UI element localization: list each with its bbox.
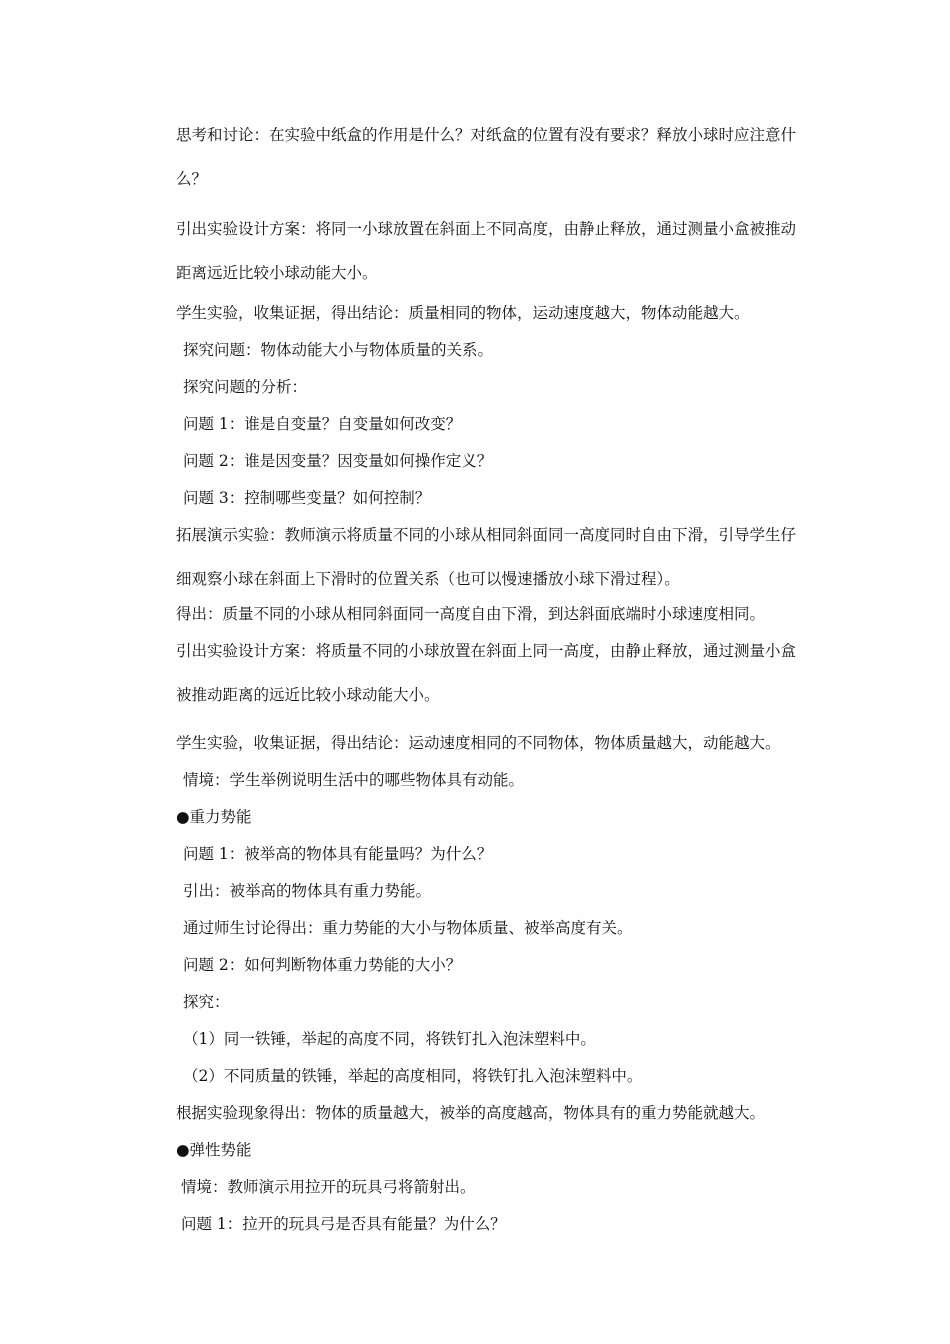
heading-gravitational-potential: ●重力势能 bbox=[176, 808, 252, 826]
paragraph-q1: 问题 1：谁是自变量？自变量如何改变？ bbox=[183, 415, 462, 433]
paragraph-design-2: 引出实验设计方案：将质量不同的小球放置在斜面上同一高度，由静止释放，通过测量小盒被推动距离的远近比较小球动能大小。 bbox=[176, 642, 797, 704]
paragraph-gp-conclusion: 根据实验现象得出：物体的质量越大，被举的高度越高，物体具有的重力势能就越大。 bbox=[176, 1104, 766, 1122]
paragraph-analysis: 探究问题的分析： bbox=[183, 378, 308, 396]
heading-elastic-potential: ●弹性势能 bbox=[176, 1141, 252, 1159]
paragraph-gp-discussion: 通过师生讨论得出：重力势能的大小与物体质量、被举高度有关。 bbox=[183, 919, 633, 937]
paragraph-explore: 探究： bbox=[183, 993, 230, 1011]
paragraph-ep-situation: 情境：教师演示用拉开的玩具弓将箭射出。 bbox=[181, 1178, 476, 1196]
paragraph-q2: 问题 2：谁是因变量？因变量如何操作定义？ bbox=[183, 452, 493, 470]
paragraph-gp-q1: 问题 1：被举高的物体具有能量吗？为什么？ bbox=[183, 845, 493, 863]
paragraph-conclusion-2: 学生实验，收集证据，得出结论：运动速度相同的不同物体，物体质量越大，动能越大。 bbox=[176, 734, 781, 752]
paragraph-q3: 问题 3：控制哪些变量？如何控制？ bbox=[183, 489, 431, 507]
paragraph-situation-kinetic: 情境：学生举例说明生活中的哪些物体具有动能。 bbox=[183, 771, 525, 789]
paragraph-gp-lead: 引出：被举高的物体具有重力势能。 bbox=[183, 882, 432, 900]
paragraph-conclusion-1: 学生实验，收集证据，得出结论：质量相同的物体，运动速度越大，物体动能越大。 bbox=[176, 304, 750, 322]
paragraph-result: 得出：质量不同的小球从相同斜面同一高度自由下滑，到达斜面底端时小球速度相同。 bbox=[176, 605, 766, 623]
document-body bbox=[145, 124, 810, 1235]
paragraph-discussion: 思考和讨论：在实验中纸盒的作用是什么？对纸盒的位置有没有要求？释放小球时应注意什么？ bbox=[176, 126, 797, 188]
paragraph-step-2: （2）不同质量的铁锤，举起的高度相同，将铁钉扎入泡沫塑料中。 bbox=[183, 1067, 643, 1085]
paragraph-ep-q1: 问题 1：拉开的玩具弓是否具有能量？为什么？ bbox=[181, 1215, 506, 1233]
paragraph-design-1: 引出实验设计方案：将同一小球放置在斜面上不同高度，由静止释放，通过测量小盒被推动距离远近比较小球动能大小。 bbox=[176, 220, 797, 282]
paragraph-question-mass: 探究问题：物体动能大小与物体质量的关系。 bbox=[183, 341, 494, 359]
paragraph-demo: 拓展演示实验：教师演示将质量不同的小球从相同斜面同一高度同时自由下滑，引导学生仔细观察小球在斜面上下滑时的位置关系（也可以慢速播放小球下滑过程）。 bbox=[176, 526, 797, 588]
paragraph-gp-q2: 问题 2：如何判断物体重力势能的大小？ bbox=[183, 956, 462, 974]
paragraph-step-1: （1）同一铁锤，举起的高度不同，将铁钉扎入泡沫塑料中。 bbox=[183, 1030, 596, 1048]
